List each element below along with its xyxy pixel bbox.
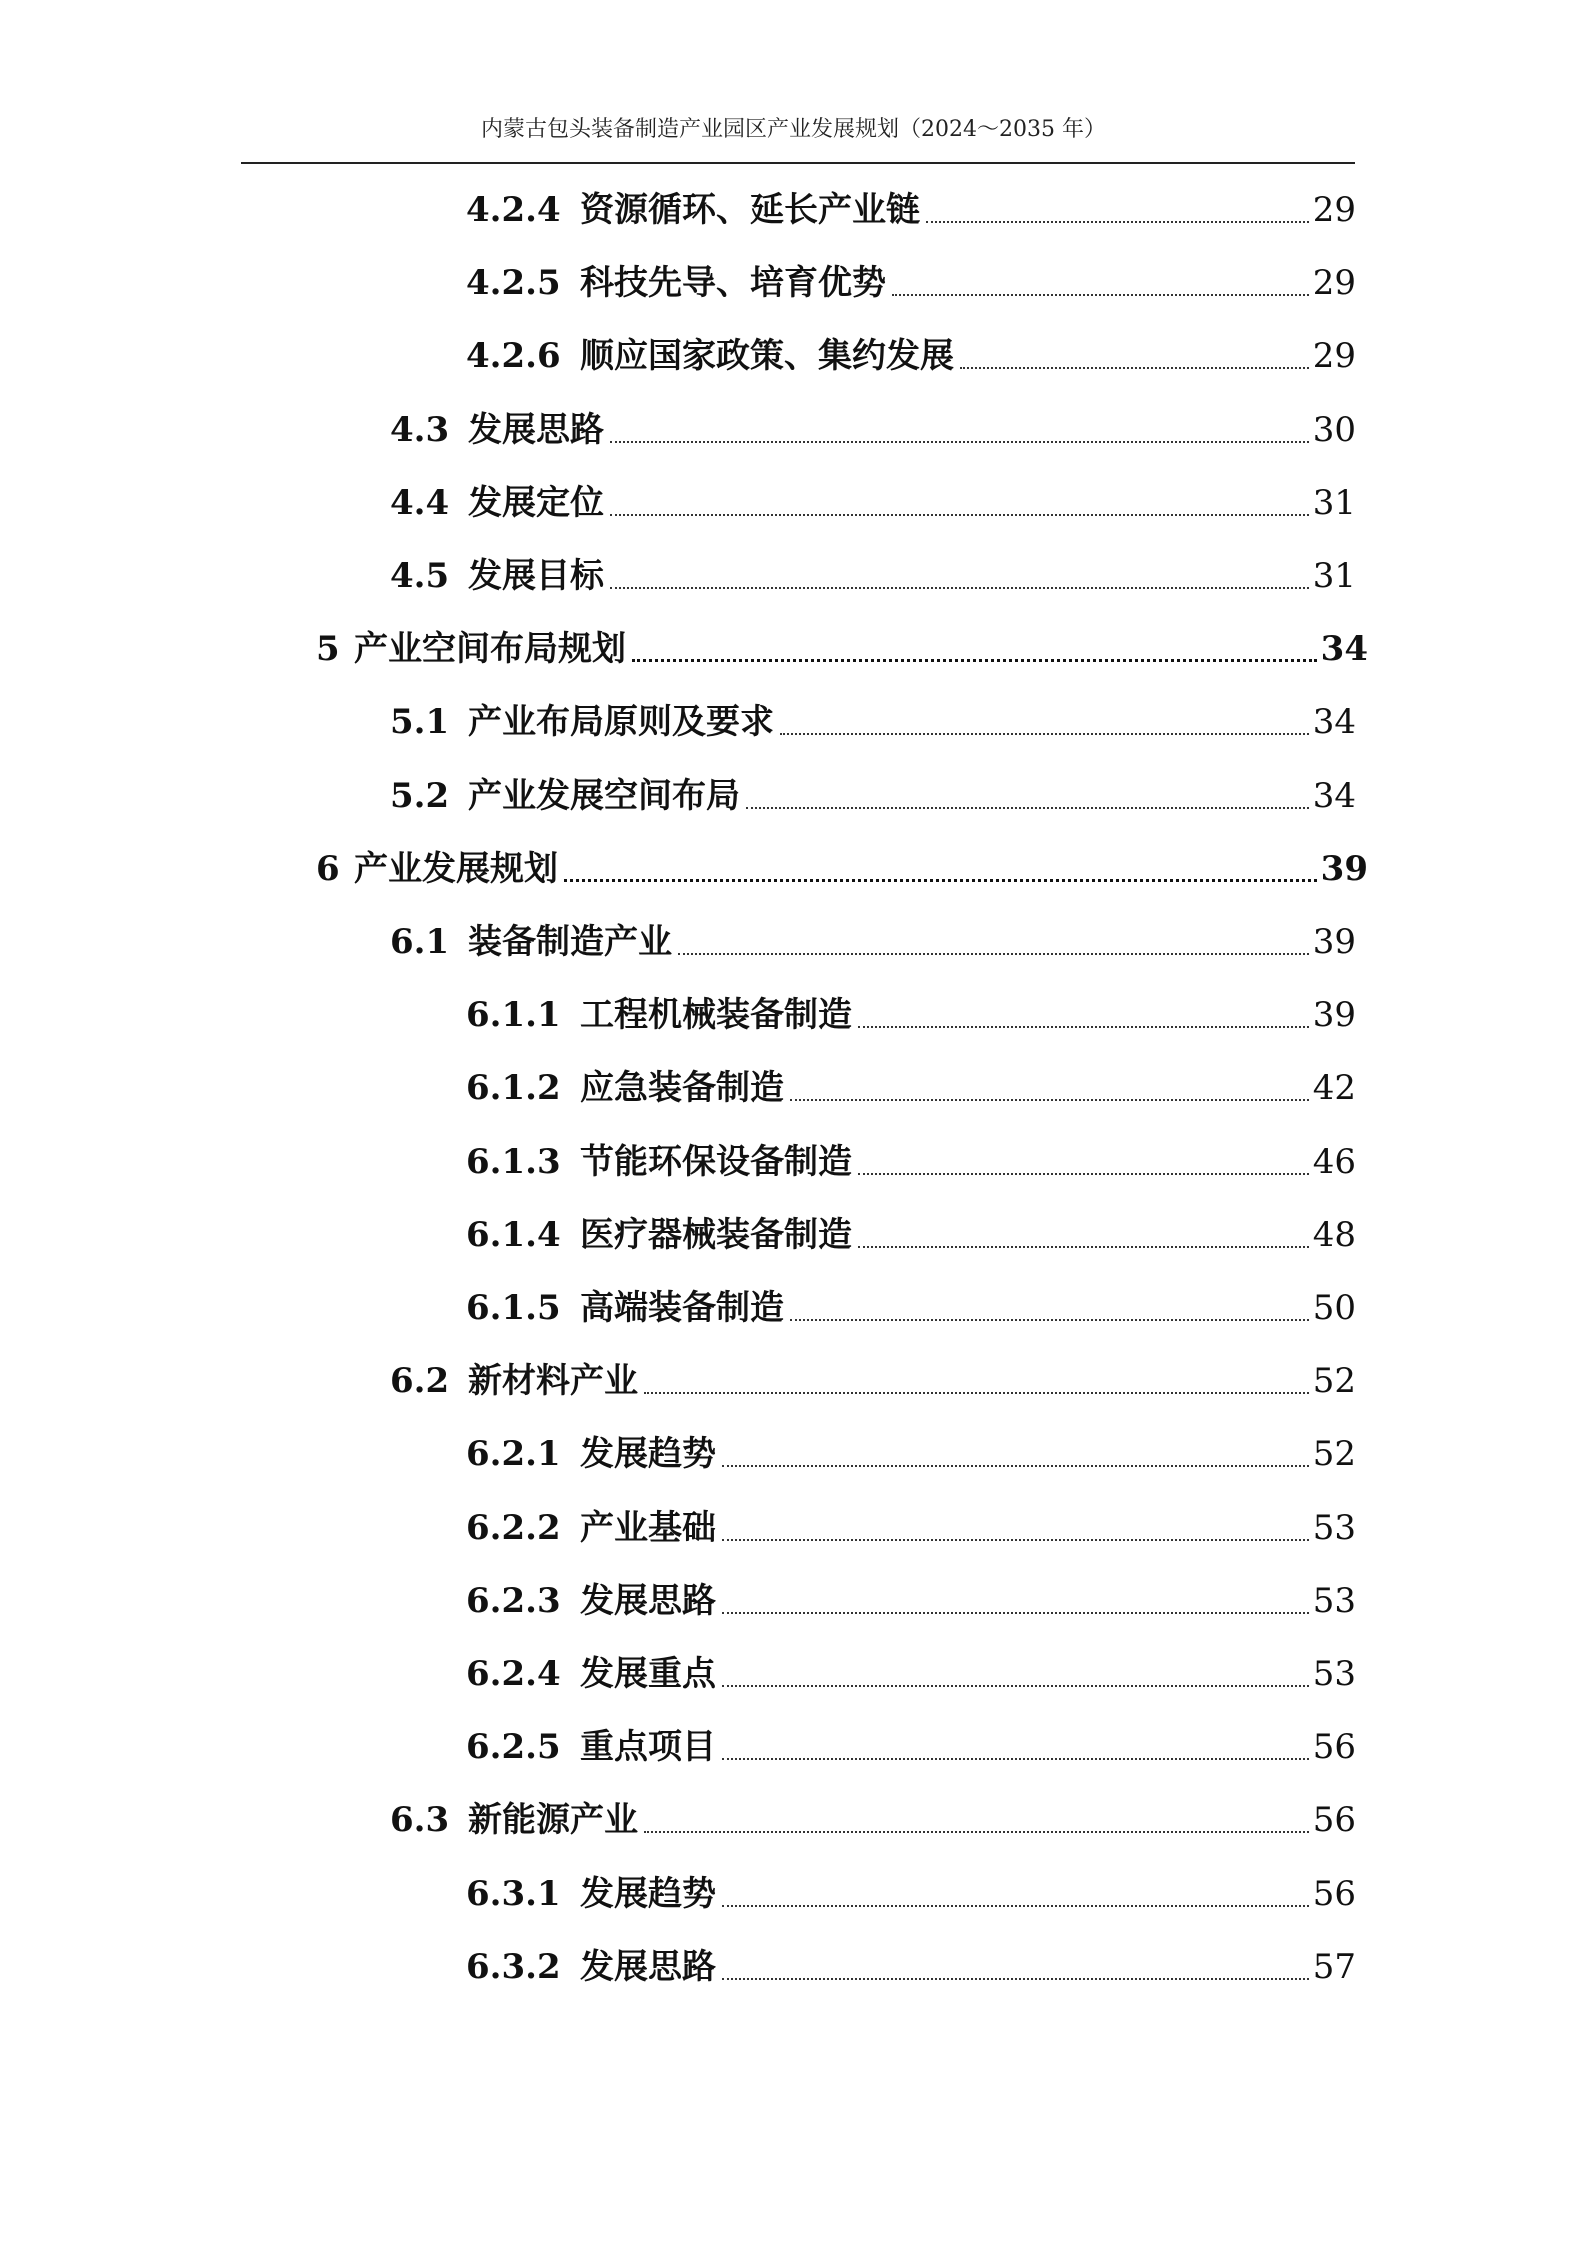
toc-entry-number: 4.5 (390, 556, 450, 596)
toc-entry[interactable] (466, 1056, 1356, 1108)
toc-entry-title: 产业布局原则及要求 (468, 702, 774, 743)
toc-dot-leader (722, 1978, 1309, 1980)
toc-entry-number: 5 (316, 629, 340, 670)
toc-entry-number: 6.3.2 (466, 1946, 561, 1987)
toc-entry-number: 4.2.6 (466, 336, 561, 377)
toc-entry-page-number: 31 (1312, 482, 1356, 523)
toc-entry-title: 产业发展空间布局 (468, 775, 740, 816)
toc-entry-title: 重点项目 (580, 1727, 716, 1768)
toc-entry[interactable] (390, 1349, 1356, 1401)
toc-entry-page-number: 34 (1312, 775, 1356, 816)
toc-entry-number: 6.2.1 (466, 1434, 561, 1475)
toc-dot-leader (644, 1392, 1309, 1394)
toc-entry-page-number: 53 (1312, 1654, 1356, 1694)
toc-dot-leader (610, 514, 1309, 516)
toc-entry-title: 发展目标 (468, 556, 604, 596)
toc-entry-title: 产业空间布局规划 (354, 629, 626, 670)
toc-dot-leader (926, 221, 1309, 223)
toc-entry-number: 4.3 (390, 409, 450, 450)
toc-entry-number: 6.1.4 (466, 1214, 561, 1255)
toc-entry-title: 新材料产业 (468, 1361, 638, 1402)
toc-entry-title: 新能源产业 (468, 1800, 638, 1841)
toc-entry[interactable] (466, 251, 1356, 303)
toc-dot-leader (858, 1246, 1309, 1248)
toc-dot-leader (644, 1831, 1309, 1833)
toc-dot-leader (632, 659, 1317, 662)
toc-entry[interactable] (466, 1715, 1356, 1767)
toc-entry[interactable] (466, 983, 1356, 1035)
toc-dot-leader (722, 1539, 1309, 1541)
toc-entry[interactable] (466, 1422, 1356, 1474)
toc-entry[interactable] (390, 544, 1356, 596)
toc-dot-leader (780, 733, 1309, 735)
toc-dot-leader (722, 1758, 1309, 1760)
toc-entry[interactable] (466, 1276, 1356, 1328)
toc-entry-title: 工程机械装备制造 (580, 995, 852, 1036)
toc-entry-page-number: 52 (1312, 1434, 1356, 1475)
toc-entry[interactable] (390, 910, 1356, 962)
toc-entry-title: 发展思路 (580, 1580, 716, 1621)
toc-entry-page-number: 50 (1312, 1288, 1356, 1328)
toc-entry-number: 6 (316, 848, 340, 889)
toc-entry-page-number: 34 (1312, 702, 1356, 743)
toc-entry[interactable] (390, 764, 1356, 816)
toc-dot-leader (960, 367, 1309, 369)
toc-entry-title: 发展定位 (468, 482, 604, 523)
header-divider (241, 162, 1355, 164)
toc-dot-leader (746, 807, 1309, 809)
toc-entry-title: 发展趋势 (580, 1434, 716, 1475)
toc-entry-title: 发展重点 (580, 1654, 716, 1694)
toc-entry-title: 装备制造产业 (468, 922, 672, 962)
toc-dot-leader (892, 294, 1309, 296)
toc-entry-page-number: 30 (1312, 409, 1356, 450)
toc-entry-title: 医疗器械装备制造 (580, 1214, 852, 1255)
toc-entry-title: 顺应国家政策、集约发展 (580, 336, 954, 377)
toc-entry[interactable] (466, 178, 1356, 230)
toc-entry-page-number: 56 (1312, 1873, 1356, 1914)
toc-dot-leader (610, 441, 1309, 443)
toc-entry-title: 发展思路 (468, 409, 604, 450)
toc-entry-number: 6.1.3 (466, 1141, 561, 1182)
toc-entry-number: 6.2 (390, 1361, 450, 1402)
toc-entry-page-number: 39 (1312, 995, 1356, 1036)
toc-entry[interactable] (466, 1642, 1356, 1694)
toc-entry-page-number: 42 (1312, 1068, 1356, 1109)
toc-entry-page-number: 53 (1312, 1507, 1356, 1548)
toc-entry[interactable] (316, 837, 1368, 889)
toc-entry[interactable] (466, 1862, 1356, 1914)
toc-entry[interactable] (466, 1203, 1356, 1255)
toc-entry-number: 6.2.3 (466, 1580, 561, 1621)
toc-entry-title: 高端装备制造 (580, 1288, 784, 1328)
toc-entry-title: 发展趋势 (580, 1873, 716, 1914)
toc-dot-leader (722, 1905, 1309, 1907)
toc-dot-leader (790, 1099, 1309, 1101)
toc-entry-title: 产业发展规划 (354, 848, 558, 889)
toc-entry-page-number: 31 (1312, 556, 1356, 596)
toc-dot-leader (858, 1173, 1309, 1175)
toc-entry-title: 节能环保设备制造 (580, 1141, 852, 1182)
toc-dot-leader (564, 879, 1317, 882)
toc-entry-page-number: 56 (1312, 1800, 1356, 1841)
toc-entry-number: 5.1 (390, 702, 450, 743)
running-header: 内蒙古包头装备制造产业园区产业发展规划（2024～2035 年） (481, 117, 1106, 142)
toc-entry-page-number: 57 (1312, 1946, 1356, 1987)
toc-entry-number: 6.1.5 (466, 1288, 561, 1328)
toc-entry-title: 资源循环、延长产业链 (580, 190, 920, 230)
toc-entry-page-number: 52 (1312, 1361, 1356, 1402)
toc-entry-number: 6.1.2 (466, 1068, 561, 1109)
toc-entry[interactable] (466, 1569, 1356, 1621)
toc-entry-number: 4.2.5 (466, 263, 561, 304)
toc-entry[interactable] (466, 1130, 1356, 1182)
toc-entry-page-number: 53 (1312, 1580, 1356, 1621)
toc-entry[interactable] (390, 398, 1356, 450)
toc-entry[interactable] (466, 324, 1356, 376)
toc-entry[interactable] (466, 1935, 1356, 1987)
toc-entry-page-number: 29 (1312, 336, 1356, 377)
toc-entry-title: 科技先导、培育优势 (580, 263, 886, 304)
toc-entry-number: 6.2.2 (466, 1507, 561, 1548)
toc-entry-number: 6.3 (390, 1800, 450, 1841)
toc-entry-title: 产业基础 (580, 1507, 716, 1548)
toc-entry-number: 5.2 (390, 775, 450, 816)
toc-entry-number: 4.4 (390, 482, 450, 523)
toc-dot-leader (678, 953, 1309, 955)
toc-entry-title: 应急装备制造 (580, 1068, 784, 1109)
toc-entry-page-number: 29 (1312, 263, 1356, 304)
toc-entry[interactable] (390, 1788, 1356, 1840)
toc-dot-leader (722, 1465, 1309, 1467)
toc-dot-leader (790, 1319, 1309, 1321)
toc-entry-page-number: 48 (1312, 1214, 1356, 1255)
toc-entry-number: 6.1.1 (466, 995, 561, 1036)
toc-entry-number: 6.1 (390, 922, 450, 962)
toc-entry-page-number: 56 (1312, 1727, 1356, 1768)
toc-dot-leader (722, 1685, 1309, 1687)
toc-entry-page-number: 46 (1312, 1141, 1356, 1182)
toc-entry-number: 6.2.5 (466, 1727, 561, 1768)
toc-entry-page-number: 34 (1320, 629, 1368, 670)
toc-entry[interactable] (316, 617, 1368, 669)
toc-dot-leader (610, 587, 1309, 589)
toc-dot-leader (858, 1026, 1309, 1028)
toc-entry-title: 发展思路 (580, 1946, 716, 1987)
toc-entry[interactable] (466, 1496, 1356, 1548)
toc-entry-number: 4.2.4 (466, 190, 561, 230)
toc-entry-page-number: 39 (1320, 848, 1368, 889)
toc-entry[interactable] (390, 471, 1356, 523)
toc-entry-number: 6.3.1 (466, 1873, 561, 1914)
toc-entry[interactable] (390, 690, 1356, 742)
toc-dot-leader (722, 1612, 1309, 1614)
toc-entry-page-number: 29 (1312, 190, 1356, 230)
toc-entry-page-number: 39 (1312, 922, 1356, 962)
toc-entry-number: 6.2.4 (466, 1654, 561, 1694)
